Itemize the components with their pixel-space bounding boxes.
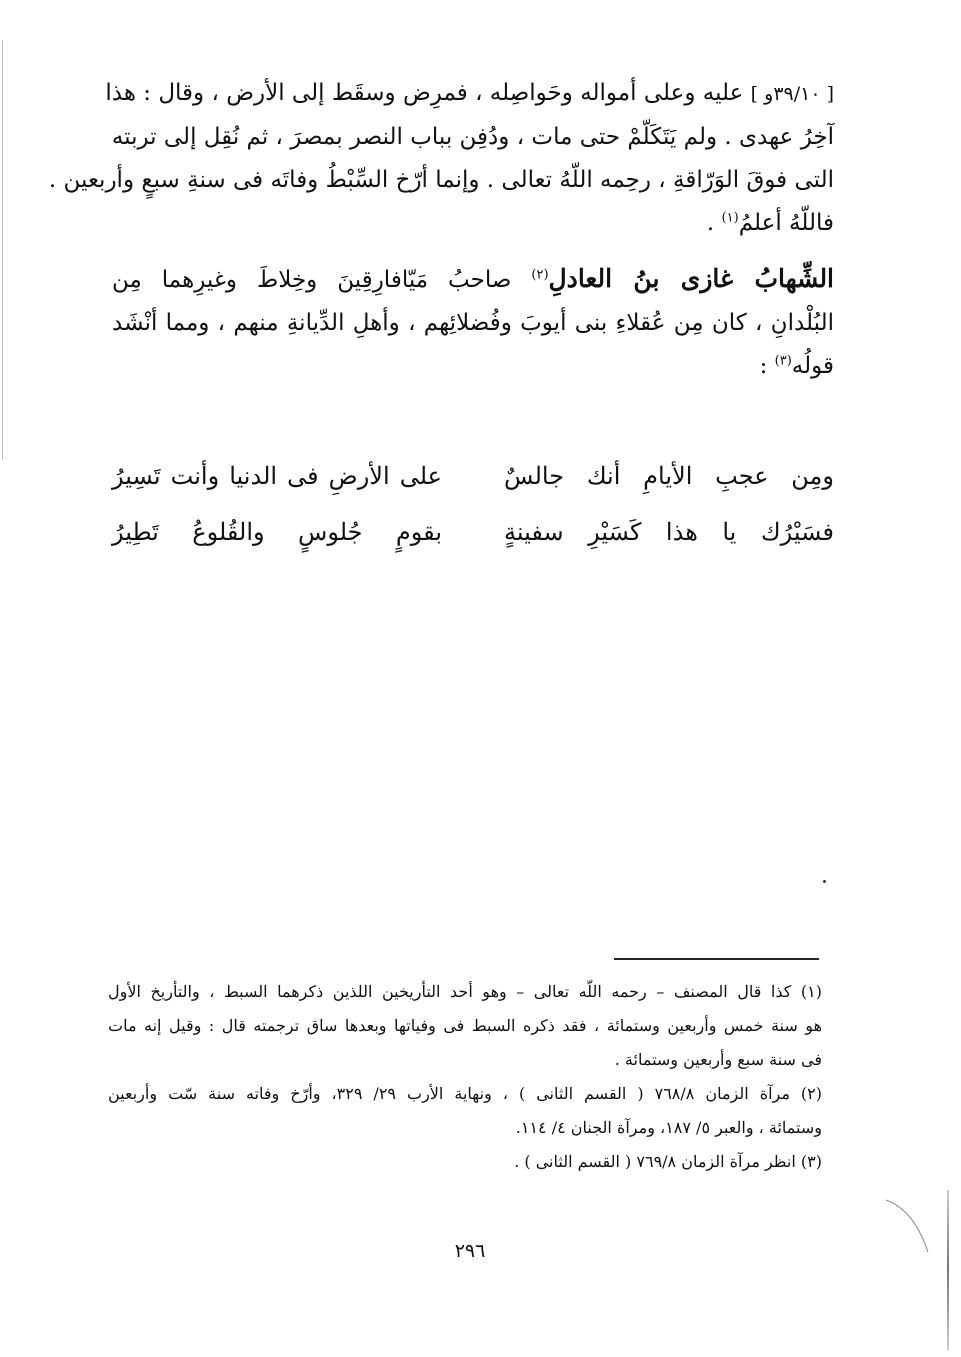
footnote-1-line-2: هو سنة خمس وأربعين وستمائة ، فقد ذكره السبط فى وفياتها وبعدها ساق ترجمته قال : وقيل إنه مات <box>108 1016 822 1035</box>
paragraph1-line-4 <box>112 202 834 245</box>
paragraph2 <box>112 257 834 388</box>
paragraph2-line-3-text: قولُه <box>791 353 834 379</box>
paragraph1-line-1 <box>105 72 834 116</box>
footnotes <box>108 975 822 1179</box>
page-number: ٢٩٦ <box>454 1240 486 1262</box>
paragraph2-line-3-end: : <box>759 353 775 379</box>
poem-verse-1 <box>112 462 834 518</box>
paragraph1-line-1-text: عليه وعلى أمواله وحَواصِله ، فمرِض وسقَط إلى الأرض ، وقال : هذا <box>105 80 744 106</box>
footnote-3-line-1: (٣) انظر مرآة الزمان ٧٦٩/٨ ( القسم الثانى ) . <box>514 1152 822 1171</box>
paragraph2-line-1-rest: صاحبُ مَيّافارِقِينَ وخِلاطَ وغيرِهما مِن <box>112 267 532 293</box>
paragraph2-line-2: البُلْدانِ ، كان مِن عُقلاءِ بنى أيوبَ وفُضلائِهم ، وأهلِ الدِّيانةِ منهم ، ومما أنْشَد <box>112 310 834 336</box>
footnote-2-line-1: (٢) مرآة الزمان ٧٦٨/٨ ( القسم الثانى ) ، ونهاية الأرب ٢٩/ ٣٢٩، وأرّخ وفاته سنة سّت وأربعين <box>108 1084 822 1103</box>
scan-edge-mark-right <box>947 1190 949 1350</box>
paragraph1-line-3: التى فوقَ الوَرّاقةِ ، رحِمه اللّهُ تعالى . وإنما أرّخ السِّبْطُ وفاتَه فى سنةِ سبعٍ وأربعين . <box>48 167 834 193</box>
scan-speck <box>823 880 826 883</box>
poem-verse-2 <box>112 518 834 574</box>
poem-verse-1-second-half: على الأرضِ فى الدنيا وأنت تَسِيرُ <box>112 462 442 490</box>
paragraph2-line-3 <box>112 345 834 388</box>
footnote-separator <box>614 958 819 960</box>
poem <box>112 462 834 574</box>
footnote-ref-3: (٣) <box>774 353 792 369</box>
paragraph1-line-2: آخِرُ عهدى . ولم يَتَكَلّمْ حتى مات ، ودُفِن بباب النصر بمصرَ ، ثم نُقِل إلى تربته <box>111 124 834 150</box>
footnote-ref-1: (١) <box>721 210 739 226</box>
paragraph1-last-text: فاللّهُ أعلمُ <box>738 210 834 236</box>
poem-verse-2-second-half: بقومٍ جُلوسٍ والقُلوعُ تَطِيرُ <box>112 518 442 546</box>
paragraph2-line-1 <box>112 257 834 302</box>
folio-marker: [ ٣٩/١٠و ] <box>750 83 834 105</box>
main-text <box>48 72 835 388</box>
paragraph1-last-end: . <box>706 210 722 236</box>
poem-verse-1-first-half: ومِن عجبِ الأيامِ أنك جالسٌ <box>504 462 834 490</box>
footnote-1-line-3: فى سنة سبع وأربعين وستمائة . <box>614 1050 822 1069</box>
footnote-1-line-1: (١) كذا قال المصنف – رحمه اللّه تعالى – وهو أحد التأريخين اللذين ذكرهما السبط ، والتأريخ الأول <box>108 982 823 1001</box>
footnote-ref-2: (٢) <box>531 267 549 283</box>
entry-title: الشِّهابُ غازى بنُ العادلِ <box>548 264 835 293</box>
scan-edge-mark <box>2 40 3 460</box>
scan-artifact-curve <box>884 1196 934 1256</box>
footnote-2-line-2: وستمائة ، والعبر ٥/ ١٨٧، ومرآة الجنان ٤/ ١١٤. <box>515 1118 822 1137</box>
poem-verse-2-first-half: فسَيْرُك يا هذا كَسَيْرِ سفينةٍ <box>504 518 834 546</box>
